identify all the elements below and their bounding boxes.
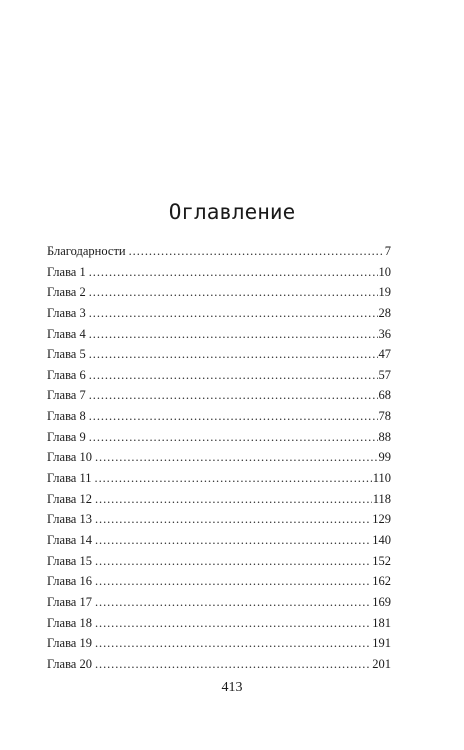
toc-entry-chapter-13[interactable] bbox=[47, 509, 391, 530]
toc-entry-page: 191 bbox=[372, 636, 391, 651]
toc-entry-acknowledgements[interactable] bbox=[47, 241, 391, 262]
dot-leader bbox=[129, 241, 384, 261]
dot-leader bbox=[89, 282, 378, 302]
toc-entry-chapter-6[interactable] bbox=[47, 365, 391, 386]
toc-entry-page: 118 bbox=[372, 491, 391, 506]
toc-entry-page: 181 bbox=[372, 615, 391, 630]
toc-entry-label: Глава 14 bbox=[47, 532, 92, 547]
toc-entry-chapter-7[interactable] bbox=[47, 385, 391, 406]
toc-entry-label: Глава 15 bbox=[47, 553, 92, 568]
toc-entry-chapter-12[interactable] bbox=[47, 489, 391, 510]
toc-entry-label: Глава 7 bbox=[47, 388, 86, 403]
toc-entry-chapter-11[interactable] bbox=[47, 468, 391, 489]
dot-leader bbox=[95, 592, 371, 612]
toc-entry-page: 78 bbox=[378, 409, 391, 424]
toc-entry-page: 99 bbox=[378, 450, 391, 465]
toc-entry-chapter-3[interactable] bbox=[47, 303, 391, 324]
toc-entry-label: Глава 2 bbox=[47, 285, 86, 300]
toc-entry-label: Глава 20 bbox=[47, 656, 92, 671]
toc-entry-label: Глава 4 bbox=[47, 326, 86, 341]
toc-entry-label: Глава 12 bbox=[47, 491, 92, 506]
toc-entry-label: Глава 6 bbox=[47, 367, 86, 382]
toc-entry-page: 10 bbox=[378, 264, 391, 279]
toc-entry-page: 169 bbox=[372, 594, 391, 609]
toc-entry-label: Глава 5 bbox=[47, 347, 86, 362]
toc-entry-page: 201 bbox=[372, 656, 391, 671]
dot-leader bbox=[95, 489, 372, 509]
dot-leader bbox=[89, 406, 378, 426]
toc-entry-chapter-15[interactable] bbox=[47, 551, 391, 572]
table-of-contents bbox=[47, 241, 391, 674]
dot-leader bbox=[89, 262, 378, 282]
toc-entry-chapter-10[interactable] bbox=[47, 447, 391, 468]
dot-leader bbox=[95, 633, 371, 653]
toc-entry-chapter-19[interactable] bbox=[47, 633, 391, 654]
toc-entry-page: 57 bbox=[378, 367, 391, 382]
dot-leader bbox=[95, 613, 371, 633]
dot-leader bbox=[95, 551, 371, 571]
toc-entry-chapter-2[interactable] bbox=[47, 282, 391, 303]
toc-entry-label: Глава 1 bbox=[47, 264, 86, 279]
toc-entry-chapter-8[interactable] bbox=[47, 406, 391, 427]
toc-entry-chapter-9[interactable] bbox=[47, 427, 391, 448]
dot-leader bbox=[95, 654, 371, 674]
toc-entry-page: 28 bbox=[378, 305, 391, 320]
toc-entry-chapter-20[interactable] bbox=[47, 654, 391, 675]
page-title: Оглавление bbox=[168, 200, 296, 224]
toc-entry-page: 19 bbox=[378, 285, 391, 300]
toc-entry-label: Глава 10 bbox=[47, 450, 92, 465]
toc-entry-page: 140 bbox=[372, 532, 391, 547]
toc-entry-page: 162 bbox=[372, 574, 391, 589]
toc-entry-chapter-5[interactable] bbox=[47, 344, 391, 365]
dot-leader bbox=[89, 365, 378, 385]
toc-entry-label: Глава 17 bbox=[47, 594, 92, 609]
toc-entry-chapter-17[interactable] bbox=[47, 592, 391, 613]
dot-leader bbox=[95, 509, 371, 529]
toc-entry-label: Глава 9 bbox=[47, 429, 86, 444]
toc-entry-chapter-1[interactable] bbox=[47, 262, 391, 283]
dot-leader bbox=[95, 571, 371, 591]
dot-leader bbox=[95, 447, 378, 467]
toc-entry-chapter-4[interactable] bbox=[47, 324, 391, 345]
toc-entry-label: Глава 16 bbox=[47, 574, 92, 589]
toc-entry-page: 36 bbox=[378, 326, 391, 341]
toc-entry-label: Глава 13 bbox=[47, 512, 92, 527]
dot-leader bbox=[89, 385, 378, 405]
page-number: 413 bbox=[221, 680, 243, 695]
toc-entry-label: Благодарности bbox=[47, 244, 126, 258]
dot-leader bbox=[89, 427, 378, 447]
dot-leader bbox=[89, 324, 378, 344]
toc-entry-chapter-18[interactable] bbox=[47, 613, 391, 634]
toc-entry-label: Глава 18 bbox=[47, 615, 92, 630]
dot-leader bbox=[89, 344, 378, 364]
toc-entry-label: Глава 8 bbox=[47, 409, 86, 424]
toc-entry-page: 7 bbox=[384, 244, 391, 258]
toc-entry-page: 88 bbox=[378, 429, 391, 444]
toc-entry-label: Глава 19 bbox=[47, 636, 92, 651]
toc-entry-chapter-16[interactable] bbox=[47, 571, 391, 592]
dot-leader bbox=[89, 303, 378, 323]
toc-entry-chapter-14[interactable] bbox=[47, 530, 391, 551]
toc-entry-page: 68 bbox=[378, 388, 391, 403]
toc-entry-label: Глава 3 bbox=[47, 305, 86, 320]
toc-entry-page: 129 bbox=[372, 512, 391, 527]
toc-entry-page: 110 bbox=[372, 471, 391, 486]
toc-entry-label: Глава 11 bbox=[47, 471, 92, 486]
toc-entry-page: 152 bbox=[372, 553, 391, 568]
dot-leader bbox=[95, 530, 371, 550]
toc-entry-page: 47 bbox=[378, 347, 391, 362]
dot-leader bbox=[95, 468, 372, 488]
